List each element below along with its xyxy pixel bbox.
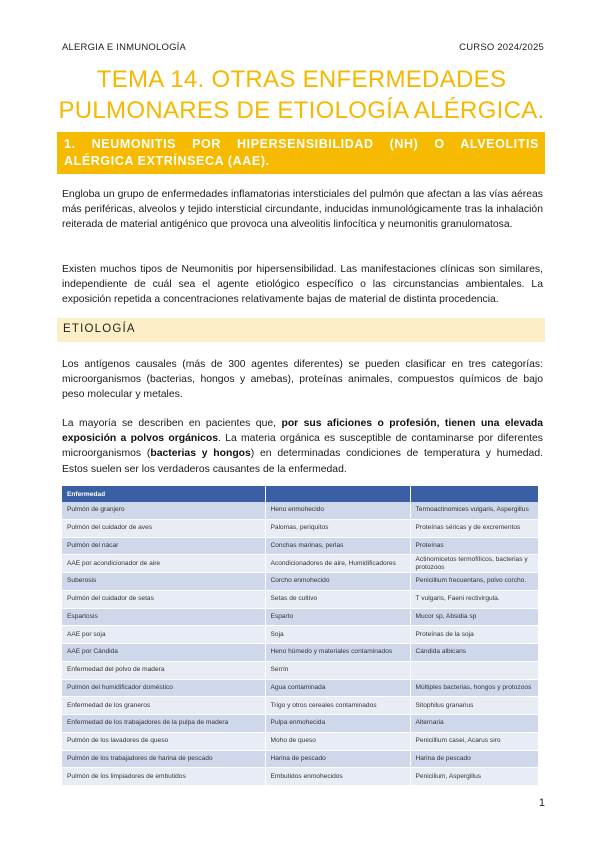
table-row bbox=[62, 644, 538, 662]
header-course-name: ALERGIA E INMUNOLOGÍA bbox=[62, 42, 187, 53]
cell-source: Harina de pescado bbox=[265, 750, 410, 768]
title-line-1: TEMA 14. OTRAS ENFERMEDADES bbox=[96, 66, 507, 93]
table-row bbox=[62, 502, 538, 519]
etiologia-paragraph-1: Los antígenos causales (más de 300 agentes diferentes) se pueden clasificar en tres categorías: microorganismos (bacterias, hongos y amebas), proteínas animales, compuestos químicos de bajo peso molecular y metales. bbox=[62, 359, 543, 401]
section-1-paragraph-1: Engloba un grupo de enfermedades inflamatorias intersticiales del pulmón que afectan a las vías aéreas más periféricas, alveolos y tejido intersticial circundante, inducidas inmunológicamente tras la inhalación reiterada de material antigénico que provoca una alveolitis linfocítica y neumonitis granulomatosa. bbox=[62, 189, 543, 231]
table-row bbox=[62, 768, 538, 786]
cell-disease: Pulmón del humidificador doméstico bbox=[62, 679, 265, 697]
cell-antigen: Termoactinomices vulgaris, Aspergillus bbox=[410, 502, 538, 519]
cell-antigen: Proteínas de la soja bbox=[410, 626, 538, 644]
cell-disease: Pulmón de los trabajadores de harina de pescado bbox=[62, 750, 265, 768]
cell-disease: Espartosis bbox=[62, 608, 265, 626]
cell-source: Serrín bbox=[265, 661, 410, 679]
disease-table bbox=[62, 486, 539, 786]
page-title bbox=[40, 64, 563, 126]
cell-source: Embutidos enmohecidos bbox=[265, 768, 410, 786]
cell-antigen: Mucor sp, Absidia sp bbox=[410, 608, 538, 626]
cell-disease: Enfermedad del polvo de madera bbox=[62, 661, 265, 679]
cell-source: Heno enmohecido bbox=[265, 502, 410, 519]
table-row bbox=[62, 732, 538, 750]
page-number: 1 bbox=[538, 797, 545, 809]
etiologia-p2-bold-exposure: por sus aficiones o profesión, tienen una elevada exposición a polvos orgánicos bbox=[62, 418, 543, 445]
cell-antigen bbox=[410, 661, 538, 679]
cell-antigen: Harina de pescado bbox=[410, 750, 538, 768]
cell-antigen: Penicillium frecuentans, polvo corcho. bbox=[410, 573, 538, 591]
cell-antigen: Proteínas bbox=[410, 537, 538, 555]
cell-antigen: Penicilium, Aspergillus bbox=[410, 768, 538, 786]
cell-antigen: Penicillium casei, Acarus siro bbox=[410, 732, 538, 750]
cell-source: Agua contaminada bbox=[265, 679, 410, 697]
table-row bbox=[62, 715, 538, 733]
etiologia-paragraph-2 bbox=[62, 416, 543, 477]
cell-antigen: Sitophilus granarius bbox=[410, 697, 538, 715]
table-row bbox=[62, 750, 538, 768]
cell-source: Moho de queso bbox=[265, 732, 410, 750]
etiologia-p2-text-c: . La materia orgánica es susceptible de contaminarse por diferentes microorganismos ( bbox=[62, 433, 543, 460]
cell-source: Palomas, periquitos bbox=[265, 519, 410, 537]
cell-source: Trigo y otros cereales contaminados bbox=[265, 697, 410, 715]
cell-antigen: Alternaria bbox=[410, 715, 538, 733]
cell-antigen: Cándida albicans bbox=[410, 644, 538, 662]
header-academic-year: CURSO 2024/2025 bbox=[459, 42, 544, 53]
etiologia-p2-text-e: ) en determinadas condiciones de temperatura y humedad. Estos suelen ser los verdaderos causantes de la enfermedad. bbox=[62, 448, 543, 475]
cell-antigen: Actinomicetos termofílicos, bacterias y protozoos bbox=[410, 555, 538, 573]
section-1-paragraph-2: Existen muchos tipos de Neumonitis por hipersensibilidad. Las manifestaciones clínicas son similares, independiente de cuál sea el agente etiológico específico o las circunstancias ambientales. La exposición repetida a concentraciones relativamente bajas de material de distinta procedencia. bbox=[62, 264, 543, 306]
table-row bbox=[62, 697, 538, 715]
section-1-heading: 1. NEUMONITIS POR HIPERSENSIBILIDAD (NH) O ALVEOLITIS ALÉRGICA EXTRÍNSECA (AAE). bbox=[57, 132, 545, 174]
table-row bbox=[62, 555, 538, 573]
cell-source: Heno húmedo y materiales contaminados bbox=[265, 644, 410, 662]
cell-disease: AAE por acondicionador de aire bbox=[62, 555, 265, 573]
cell-source: Conchas marinas, perlas bbox=[265, 537, 410, 555]
cell-source: Acondicionadores de aire, Humidificadores bbox=[265, 555, 410, 573]
cell-disease: Enfermedad de los trabajadores de la pulpa de madera bbox=[62, 715, 265, 733]
table-header-disease: Enfermedad bbox=[62, 486, 265, 502]
cell-source: Setas de cultivo bbox=[265, 590, 410, 608]
table-header-row bbox=[62, 486, 538, 502]
cell-disease: Pulmón de granjero bbox=[62, 502, 265, 519]
cell-disease: Pulmón del cuidador de aves bbox=[62, 519, 265, 537]
table-row bbox=[62, 573, 538, 591]
table-row bbox=[62, 537, 538, 555]
cell-disease: Pulmón de los lavadores de queso bbox=[62, 732, 265, 750]
cell-source: Corcho enmohecido bbox=[265, 573, 410, 591]
table-row bbox=[62, 608, 538, 626]
cell-disease: Enfermedad de los graneros bbox=[62, 697, 265, 715]
table-row bbox=[62, 590, 538, 608]
cell-source: Pulpa enmohecida bbox=[265, 715, 410, 733]
cell-disease: Pulmón del nácar bbox=[62, 537, 265, 555]
cell-disease: Suberosis bbox=[62, 573, 265, 591]
table-row bbox=[62, 626, 538, 644]
etiologia-heading: ETIOLOGÍA bbox=[57, 318, 545, 342]
table-header-antigen bbox=[410, 486, 538, 502]
cell-disease: AAE por Cándida bbox=[62, 644, 265, 662]
title-line-2: PULMONARES DE ETIOLOGÍA ALÉRGICA. bbox=[58, 97, 545, 124]
cell-disease: Pulmón de los limpiadores de embutidos bbox=[62, 768, 265, 786]
cell-antigen: T vulgaris, Faeni rectivirgula. bbox=[410, 590, 538, 608]
cell-disease: Pulmón del cuidador de setas bbox=[62, 590, 265, 608]
cell-disease: AAE por soja bbox=[62, 626, 265, 644]
cell-antigen: Proteínas séricas y de excrementos bbox=[410, 519, 538, 537]
cell-source: Esparto bbox=[265, 608, 410, 626]
table-row bbox=[62, 519, 538, 537]
cell-source: Soja bbox=[265, 626, 410, 644]
cell-antigen: Múltiples bacterias, hongos y protozoos bbox=[410, 679, 538, 697]
etiologia-p2-bold-microorganisms: bacterias y hongos bbox=[150, 448, 251, 460]
table-header-source bbox=[265, 486, 410, 502]
table-row bbox=[62, 661, 538, 679]
etiologia-p2-text-a: La mayoría se describen en pacientes que, bbox=[62, 418, 282, 429]
table-row bbox=[62, 679, 538, 697]
